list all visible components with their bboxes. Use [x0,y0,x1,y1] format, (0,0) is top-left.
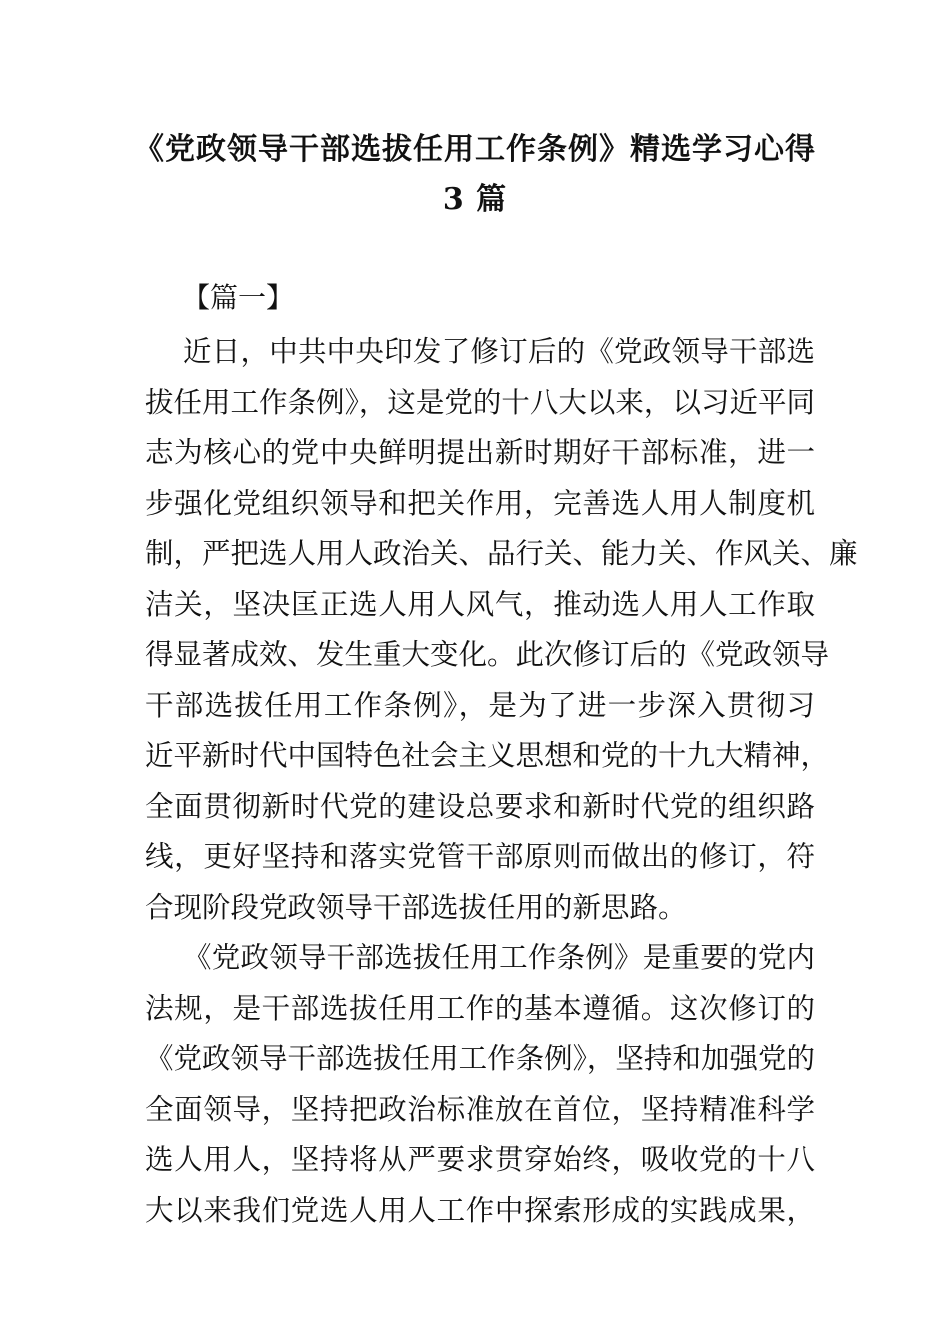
body-line: 近日，中共中央印发了修订后的《党政领导干部选 [183,335,815,368]
body-line: 选人用人，坚持将从严要求贯穿始终，吸收党的十八 [145,1143,815,1176]
body-line: 近平新时代中国特色社会主义思想和党的十九大精神， [145,739,830,772]
body-line: 《党政领导干部选拔任用工作条例》，坚持和加强党的 [145,1042,815,1075]
body-line: 制，严把选人用人政治关、品行关、能力关、作风关、廉 [145,537,858,570]
body-line: 《党政领导干部选拔任用工作条例》是重要的党内 [183,941,815,974]
document-title-line-1: 《党政领导干部选拔任用工作条例》精选学习心得 [134,132,816,167]
document-title-line-2: 3 篇 [442,182,508,217]
body-line: 步强化党组织领导和把关作用，完善选人用人制度机 [145,486,815,520]
body-line: 大以来我们党选人用人工作中探索形成的实践成果， [145,1193,815,1227]
body-line: 全面贯彻新时代党的建设总要求和新时代党的组织路 [145,789,815,823]
body-line: 线，更好坚持和落实党管干部原则而做出的修订，符 [145,840,815,873]
body-line: 合现阶段党政领导干部选拔任用的新思路。 [145,890,687,924]
body-line: 法规，是干部选拔任用工作的基本遵循。这次修订的 [145,991,815,1025]
body-line: 得显著成效、发生重大变化。此次修订后的《党政领导 [145,638,830,671]
body-line: 志为核心的党中央鲜明提出新时期好干部标准，进一 [145,436,815,469]
body-line: 拔任用工作条例》，这是党的十八大以来，以习近平同 [145,385,815,419]
body-line: 洁关，坚决匡正选人用人风气，推动选人用人工作取 [145,587,815,621]
body-text [145,327,858,1236]
body-line: 干部选拔任用工作条例》，是为了进一步深入贯彻习 [145,688,815,722]
body-line: 全面领导，坚持把政治标准放在首位，坚持精准科学 [145,1092,815,1126]
section-label: 【篇一】 [182,281,295,314]
